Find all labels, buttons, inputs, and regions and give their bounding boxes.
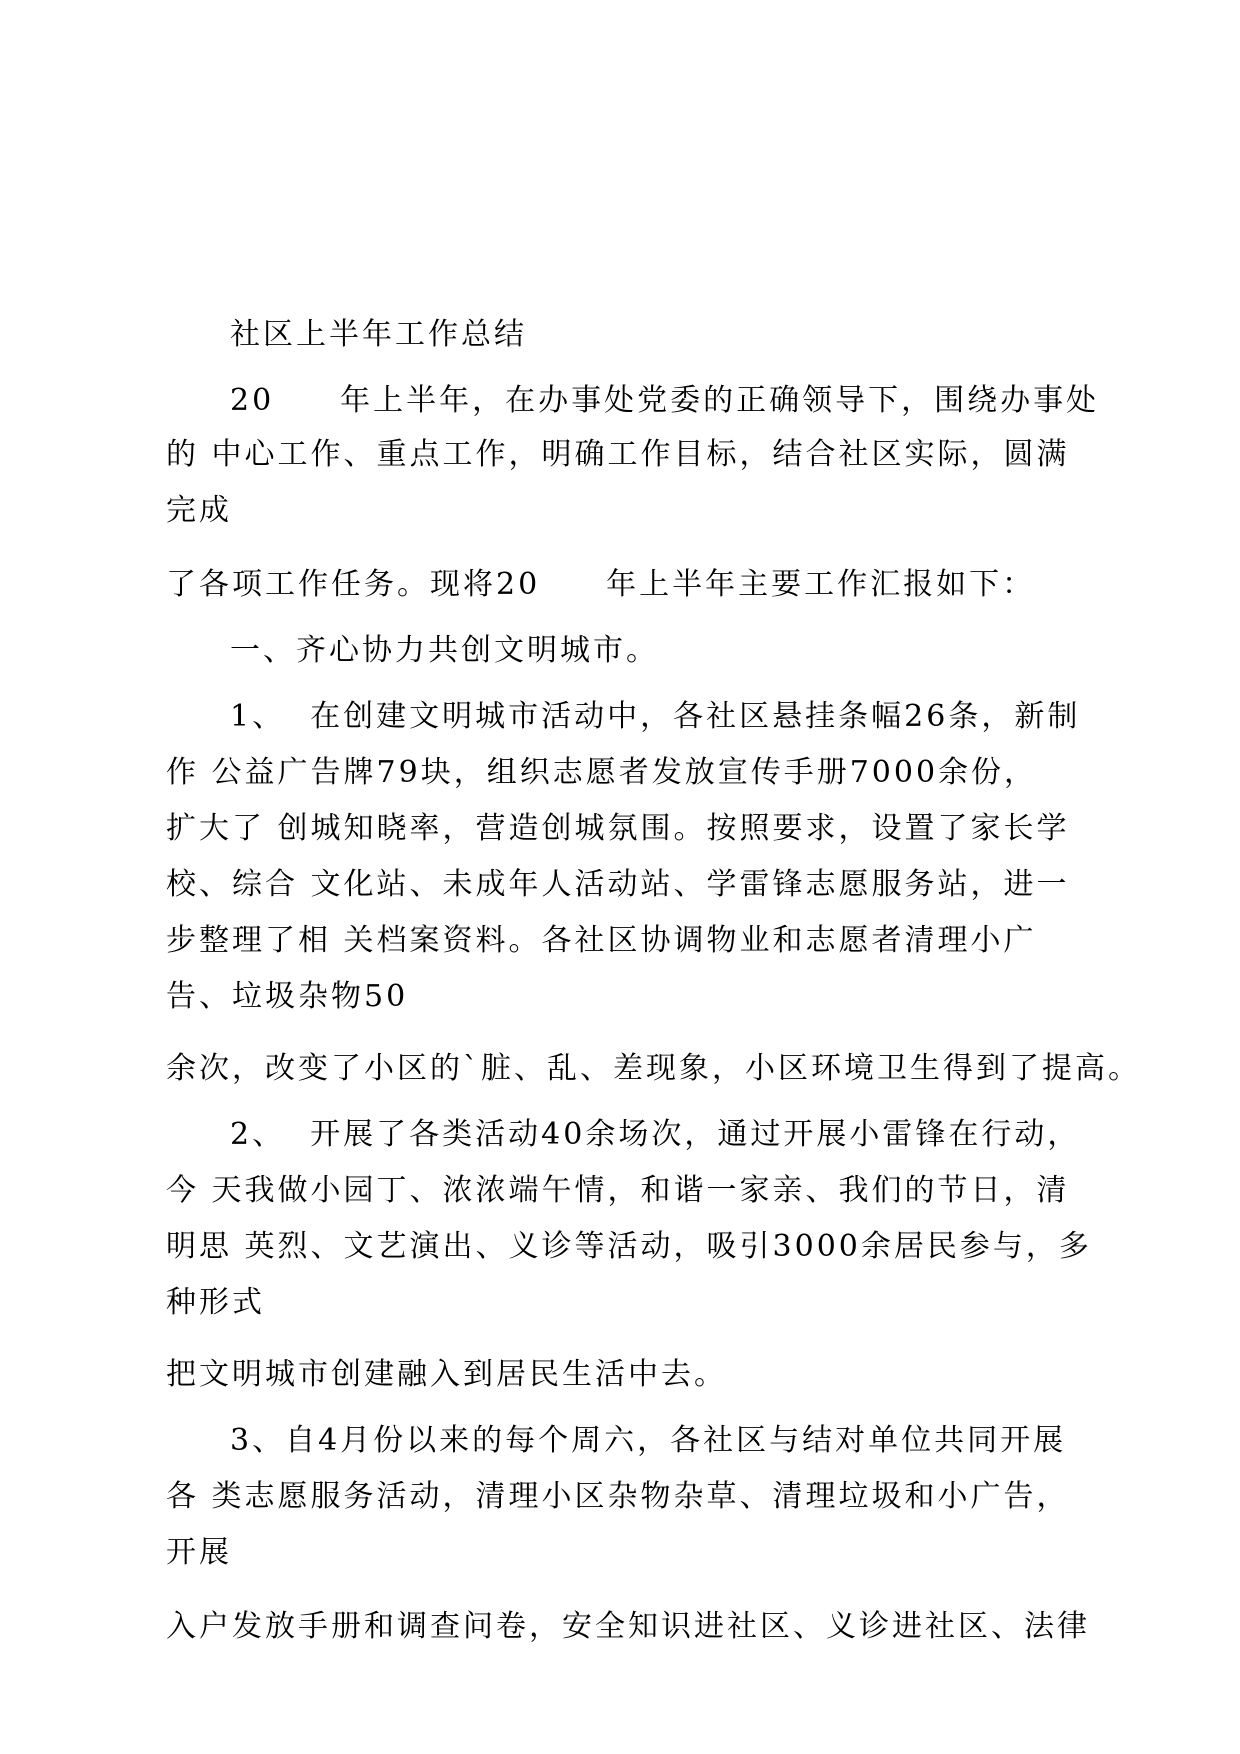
paragraph-line: 各 类志愿服务活动，清理小区杂物杂草、清理垃圾和小广告，	[166, 1479, 1070, 1514]
paragraph-line: 2、 开展了各类活动40余场次，通过开展小雷锋在行动，	[230, 1117, 1081, 1152]
paragraph-line: 开展	[166, 1535, 232, 1570]
paragraph-line: 的 中心工作、重点工作，明确工作目标，结合社区实际，圆满	[166, 437, 1070, 472]
paragraph-line: 明思 英烈、文艺演出、义诊等活动，吸引3000余居民参与，多	[166, 1229, 1092, 1264]
paragraph-line: 种形式	[166, 1285, 265, 1320]
paragraph-line: 余次，改变了小区的`脏、乱、差现象，小区环境卫生得到了提高。	[166, 1051, 1141, 1086]
section-heading: 一、齐心协力共创文明城市。	[230, 633, 659, 668]
paragraph-line: 1、 在创建文明城市活动中，各社区悬挂条幅26条，新制	[230, 699, 1081, 734]
paragraph-line: 作 公益广告牌79块，组织志愿者发放宣传手册7000余份，	[166, 755, 1038, 790]
paragraph-line: 把文明城市创建融入到居民生活中去。	[166, 1357, 727, 1392]
document-title: 社区上半年工作总结	[230, 317, 527, 352]
paragraph-line: 了各项工作任务。现将20 年上半年主要工作汇报如下：	[166, 567, 1036, 602]
paragraph-line: 扩大了 创城知晓率，营造创城氛围。按照要求，设置了家长学	[166, 811, 1070, 846]
paragraph-line: 3、自4月份以来的每个周六，各社区与结对单位共同开展	[230, 1423, 1067, 1458]
paragraph-line: 告、垃圾杂物50	[166, 979, 409, 1014]
paragraph-line: 今 天我做小园丁、浓浓端午情，和谐一家亲、我们的节日，清	[166, 1173, 1070, 1208]
paragraph-line: 完成	[166, 493, 232, 528]
paragraph-line: 校、综合 文化站、未成年人活动站、学雷锋志愿服务站，进一	[166, 867, 1070, 902]
paragraph-line: 20 年上半年，在办事处党委的正确领导下，围绕办事处	[230, 383, 1100, 418]
paragraph-line: 步整理了相 关档案资料。各社区协调物业和志愿者清理小广	[166, 923, 1037, 958]
paragraph-line: 入户发放手册和调查问卷，安全知识进社区、义诊进社区、法律	[166, 1609, 1090, 1644]
